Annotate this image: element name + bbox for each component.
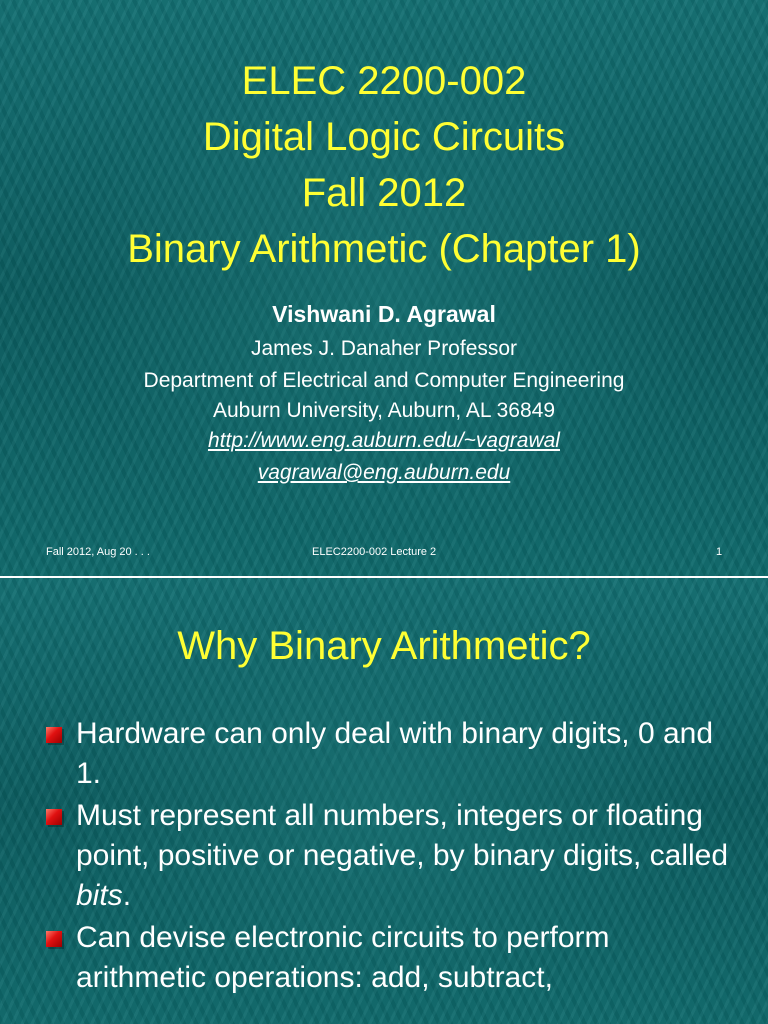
bullet-emphasis: bits — [76, 879, 123, 912]
bullet-text: Can devise electronic circuits to perform arithmetic operations: add, subtract, — [76, 921, 610, 994]
footer-lecture: ELEC2200-002 Lecture 2 — [312, 546, 437, 558]
bullet-text: Must represent all numbers, integers or floating point, positive or negative, by binary digits, called — [76, 799, 729, 872]
bullet-item — [42, 918, 732, 998]
author-university: Auburn University, Auburn, AL 36849 — [212, 399, 556, 422]
author-position: James J. Danaher Professor — [250, 337, 518, 360]
homepage-link-row — [0, 427, 768, 455]
homepage-link[interactable]: http://www.eng.auburn.edu/~vagrawal — [208, 429, 560, 452]
bullet-text: Hardware can only deal with binary digits, 0 and 1. — [76, 717, 714, 790]
footer-page-number: 1 — [716, 546, 723, 558]
email-link[interactable]: vagrawal@eng.auburn.edu — [257, 461, 511, 484]
slide-title-line-4: Binary Arithmetic (Chapter 1) — [127, 227, 641, 271]
author-name: Vishwani D. Agrawal — [272, 301, 496, 327]
slide-title-line-2: Digital Logic Circuits — [202, 115, 566, 159]
author-department: Department of Electrical and Computer Engineering — [143, 369, 625, 392]
slide-title: Why Binary Arithmetic? — [177, 624, 591, 668]
red-square-bullet-icon — [46, 809, 62, 825]
bullet-text-end: . — [122, 879, 132, 912]
bullet-item — [42, 714, 732, 794]
bullet-list — [42, 714, 732, 1000]
red-square-bullet-icon — [46, 727, 62, 743]
slide-title-line-3: Fall 2012 — [301, 171, 467, 215]
bullet-item — [42, 796, 732, 916]
red-square-bullet-icon — [46, 931, 62, 947]
footer-date: Fall 2012, Aug 20 . . . — [46, 546, 150, 558]
email-link-row — [0, 459, 768, 487]
slide-title-line-1: ELEC 2200-002 — [241, 59, 527, 103]
slide-2 — [0, 578, 768, 1024]
